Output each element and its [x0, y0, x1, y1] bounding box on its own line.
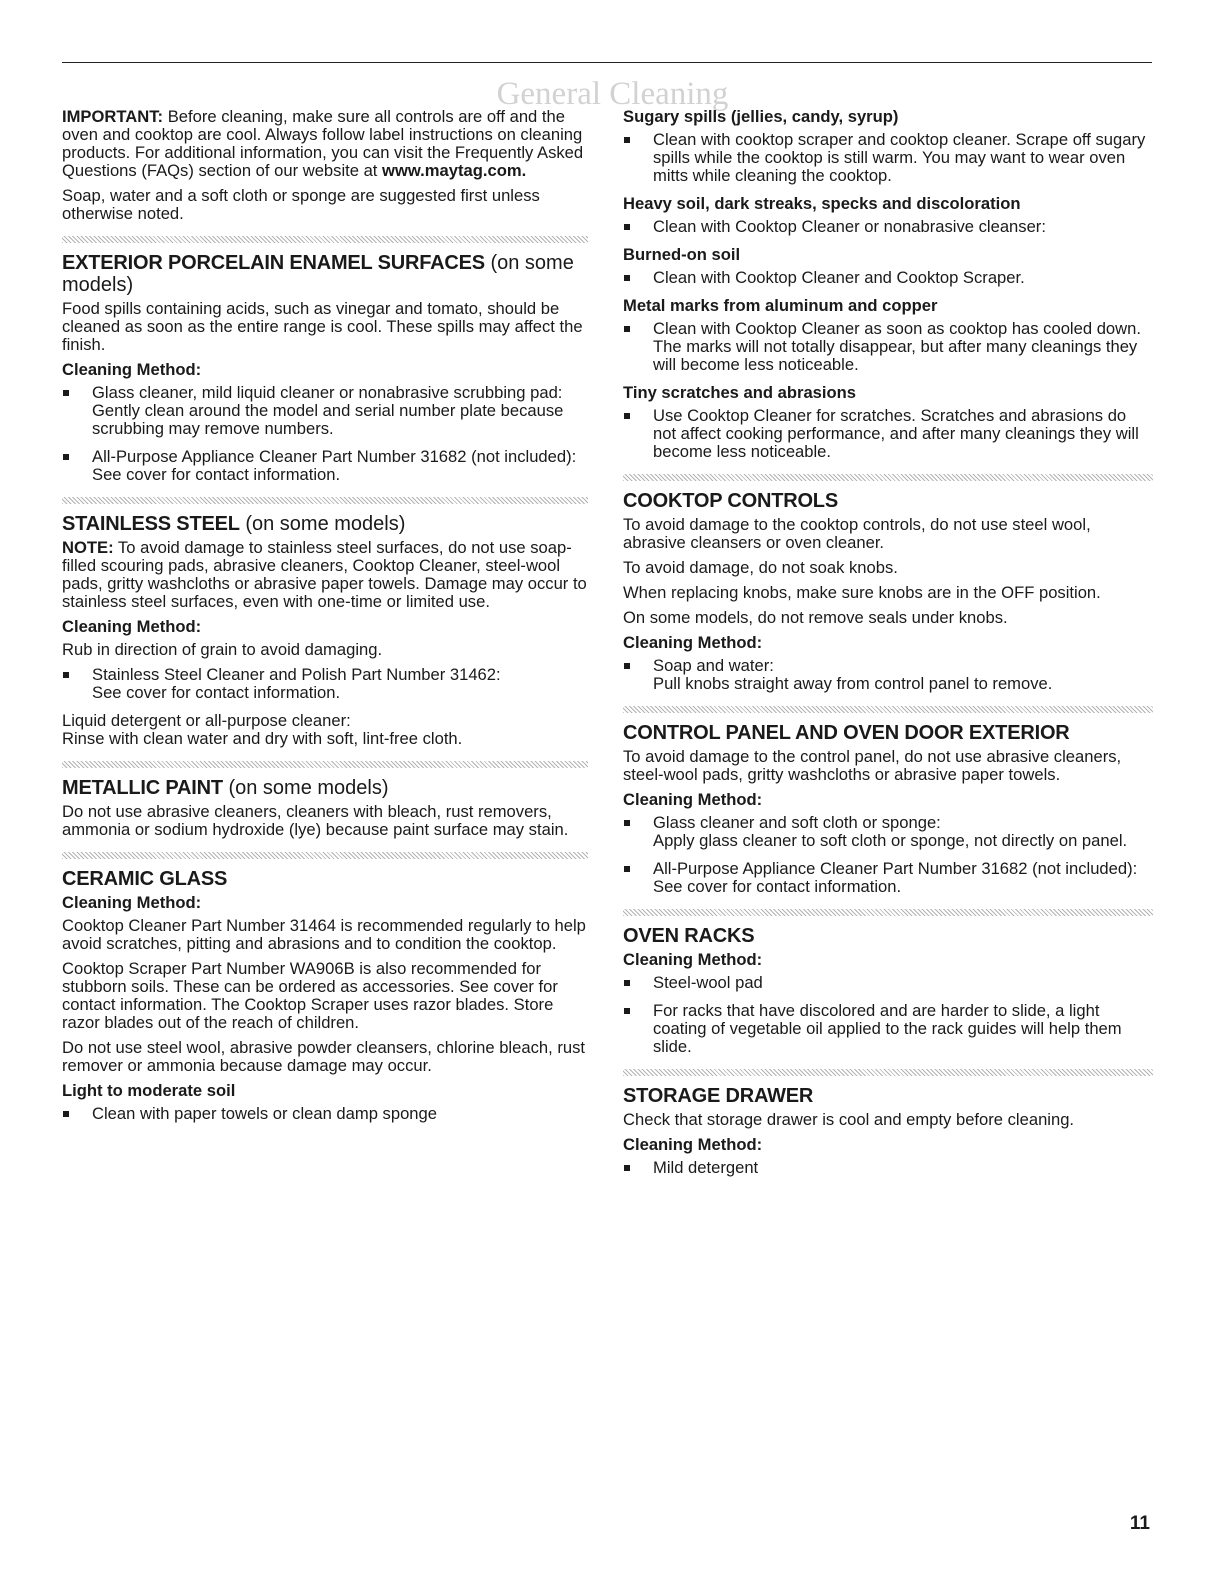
burned-soil-list — [623, 269, 1153, 287]
left-column — [62, 108, 588, 1133]
list-item-line: Glass cleaner and soft cloth or sponge: — [653, 813, 941, 832]
list-item — [623, 814, 1153, 850]
panel-body: To avoid damage to the control panel, do not use abrasive cleaners, steel-wool pads, gritty washcloths or abrasive paper towels. — [623, 747, 1122, 784]
list-item: Use Cooktop Cleaner for scratches. Scratches and abrasions do not affect cooking performance, and after many cleanings they will become less noticeable. — [623, 407, 1153, 461]
list-item: Clean with Cooktop Cleaner or nonabrasive cleanser: — [623, 218, 1153, 236]
tiny-scratches-label: Tiny scratches and abrasions — [623, 383, 857, 402]
list-item: Clean with Cooktop Cleaner as soon as cooktop has cooled down. The marks will not totally disappear, but after many cleanings they will become less noticeable. — [623, 320, 1153, 374]
cleaning-method-label: Cleaning Method: — [62, 617, 202, 636]
controls-list — [623, 657, 1153, 693]
ceramic-p1: Cooktop Cleaner Part Number 31464 is recommended regularly to help avoid scratches, pitting and abrasions and to condition the cooktop. — [62, 916, 586, 953]
light-soil-list — [62, 1105, 588, 1123]
section-divider — [62, 852, 588, 859]
section-title-metallic — [62, 777, 588, 799]
list-item — [62, 384, 588, 438]
porcelain-list — [62, 384, 588, 484]
controls-p4: On some models, do not remove seals under knobs. — [623, 608, 1008, 627]
section-title-oven-racks — [623, 925, 1153, 947]
list-item: For racks that have discolored and are harder to slide, a light coating of vegetable oil applied to the rack guides will help them slide. — [623, 1002, 1153, 1056]
stainless-list — [62, 666, 588, 702]
section-title-text: STORAGE DRAWER — [623, 1085, 814, 1107]
stainless-note — [62, 539, 588, 611]
website-link[interactable]: www.maytag.com. — [382, 161, 527, 180]
section-title-text: OVEN RACKS — [623, 925, 755, 947]
section-title-control-panel — [623, 722, 1153, 744]
list-item-line: See cover for contact information. — [653, 877, 902, 896]
list-item — [62, 448, 588, 484]
list-item — [62, 666, 588, 702]
section-divider — [623, 474, 1153, 481]
stainless-rub: Rub in direction of grain to avoid damaging. — [62, 640, 383, 659]
sugary-list — [623, 131, 1153, 185]
section-title-suffix: (on some models) — [62, 252, 574, 296]
drawer-body: Check that storage drawer is cool and empty before cleaning. — [623, 1110, 1075, 1129]
drawer-list — [623, 1159, 1153, 1177]
section-title-text: METALLIC PAINT — [62, 777, 223, 799]
list-item-line: Apply glass cleaner to soft cloth or sponge, not directly on panel. — [653, 831, 1128, 850]
liquid-line: Rinse with clean water and dry with soft, lint-free cloth. — [62, 729, 463, 748]
controls-p3: When replacing knobs, make sure knobs are in the OFF position. — [623, 583, 1101, 602]
top-rule — [62, 62, 1152, 63]
cleaning-method-label: Cleaning Method: — [62, 360, 202, 379]
note-label: NOTE: — [62, 538, 114, 557]
controls-p2: To avoid damage, do not soak knobs. — [623, 558, 898, 577]
heavy-soil-list — [623, 218, 1153, 236]
heavy-soil-label: Heavy soil, dark streaks, specks and discoloration — [623, 194, 1021, 213]
list-item: Clean with cooktop scraper and cooktop cleaner. Scrape off sugary spills while the cooktop is still warm. You may want to wear oven mitts while cleaning the cooktop. — [623, 131, 1153, 185]
important-paragraph — [62, 108, 588, 180]
section-divider — [62, 761, 588, 768]
page-title: General Cleaning — [496, 76, 729, 112]
list-item: Clean with paper towels or clean damp sponge — [62, 1105, 588, 1123]
list-item-line: See cover for contact information. — [92, 465, 341, 484]
important-text: Before cleaning, make sure all controls are off and the oven and cooktop are cool. Always follow label instructions on cleaning products. For additional information, you can visit the Frequently Asked Questions (FAQs) section of our website at — [62, 107, 584, 180]
cleaning-method-label: Cleaning Method: — [623, 633, 763, 652]
soap-paragraph: Soap, water and a soft cloth or sponge are suggested first unless otherwise noted. — [62, 186, 540, 223]
cleaning-method-label: Cleaning Method: — [62, 893, 202, 912]
important-label: IMPORTANT: — [62, 107, 164, 126]
list-item-line: All-Purpose Appliance Cleaner Part Number 31682 (not included): — [92, 447, 577, 466]
list-item-line: Glass cleaner, mild liquid cleaner or nonabrasive scrubbing pad: — [92, 383, 563, 402]
metal-marks-list — [623, 320, 1153, 374]
section-divider — [623, 909, 1153, 916]
cleaning-method-label: Cleaning Method: — [623, 950, 763, 969]
light-soil-label: Light to moderate soil — [62, 1081, 236, 1100]
list-item-line: Pull knobs straight away from control panel to remove. — [653, 674, 1053, 693]
ceramic-p2: Cooktop Scraper Part Number WA906B is also recommended for stubborn soils. These can be ordered as accessories. See cover for contact information. The Cooktop Scraper uses razor blades. Store razor blades out of the reach of children. — [62, 959, 558, 1032]
cleaning-method-label: Cleaning Method: — [623, 1135, 763, 1154]
cleaning-method-label: Cleaning Method: — [623, 790, 763, 809]
section-title-stainless — [62, 513, 588, 535]
list-item-line: See cover for contact information. — [92, 683, 341, 702]
list-item: Mild detergent — [623, 1159, 1153, 1177]
liquid-line: Liquid detergent or all-purpose cleaner: — [62, 711, 351, 730]
panel-list — [623, 814, 1153, 896]
list-item — [623, 657, 1153, 693]
sugary-label: Sugary spills (jellies, candy, syrup) — [623, 107, 899, 126]
section-title-ceramic — [62, 868, 588, 890]
list-item-line: All-Purpose Appliance Cleaner Part Number 31682 (not included): — [653, 859, 1138, 878]
ceramic-p3: Do not use steel wool, abrasive powder cleansers, chlorine bleach, rust remover or ammonia because damage may occur. — [62, 1038, 585, 1075]
section-title-storage-drawer — [623, 1085, 1153, 1107]
list-item-line: Soap and water: — [653, 656, 774, 675]
list-item-line: Gently clean around the model and serial number plate because scrubbing may remove numbers. — [92, 401, 564, 438]
porcelain-body: Food spills containing acids, such as vinegar and tomato, should be cleaned as soon as the entire range is cool. These spills may affect the finish. — [62, 299, 583, 354]
list-item: Steel-wool pad — [623, 974, 1153, 992]
section-title-text: EXTERIOR PORCELAIN ENAMEL SURFACES — [62, 252, 485, 274]
controls-p1: To avoid damage to the cooktop controls, do not use steel wool, abrasive cleansers or oven cleaner. — [623, 515, 1091, 552]
section-title-text: STAINLESS STEEL — [62, 513, 240, 535]
right-column — [623, 108, 1153, 1187]
metallic-body: Do not use abrasive cleaners, cleaners with bleach, rust removers, ammonia or sodium hydroxide (lye) because paint surface may stain. — [62, 802, 569, 839]
metal-marks-label: Metal marks from aluminum and copper — [623, 296, 938, 315]
tiny-scratches-list — [623, 407, 1153, 461]
list-item — [623, 860, 1153, 896]
list-item-line: Stainless Steel Cleaner and Polish Part Number 31462: — [92, 665, 501, 684]
section-title-porcelain — [62, 252, 588, 296]
section-title-suffix: (on some models) — [222, 777, 389, 799]
racks-list — [623, 974, 1153, 1056]
section-divider — [62, 497, 588, 504]
section-title-cooktop-controls — [623, 490, 1153, 512]
note-text: To avoid damage to stainless steel surfaces, do not use soap-filled scouring pads, abrasive cleaners, Cooktop Cleaner, steel-wool pads, gritty washcloths or abrasive paper towels. Damage may occur to stainless steel surfaces, even with one-time or limited use. — [62, 538, 587, 611]
section-title-suffix: (on some models) — [239, 513, 406, 535]
page-number: 11 — [1129, 1513, 1150, 1534]
list-item: Clean with Cooktop Cleaner and Cooktop Scraper. — [623, 269, 1153, 287]
stainless-liquid — [62, 712, 588, 748]
section-title-text: CERAMIC GLASS — [62, 868, 228, 890]
section-title-text: COOKTOP CONTROLS — [623, 490, 838, 512]
section-title-text: CONTROL PANEL AND OVEN DOOR EXTERIOR — [623, 722, 1070, 744]
section-divider — [62, 236, 588, 243]
section-divider — [623, 706, 1153, 713]
burned-soil-label: Burned-on soil — [623, 245, 741, 264]
section-divider — [623, 1069, 1153, 1076]
